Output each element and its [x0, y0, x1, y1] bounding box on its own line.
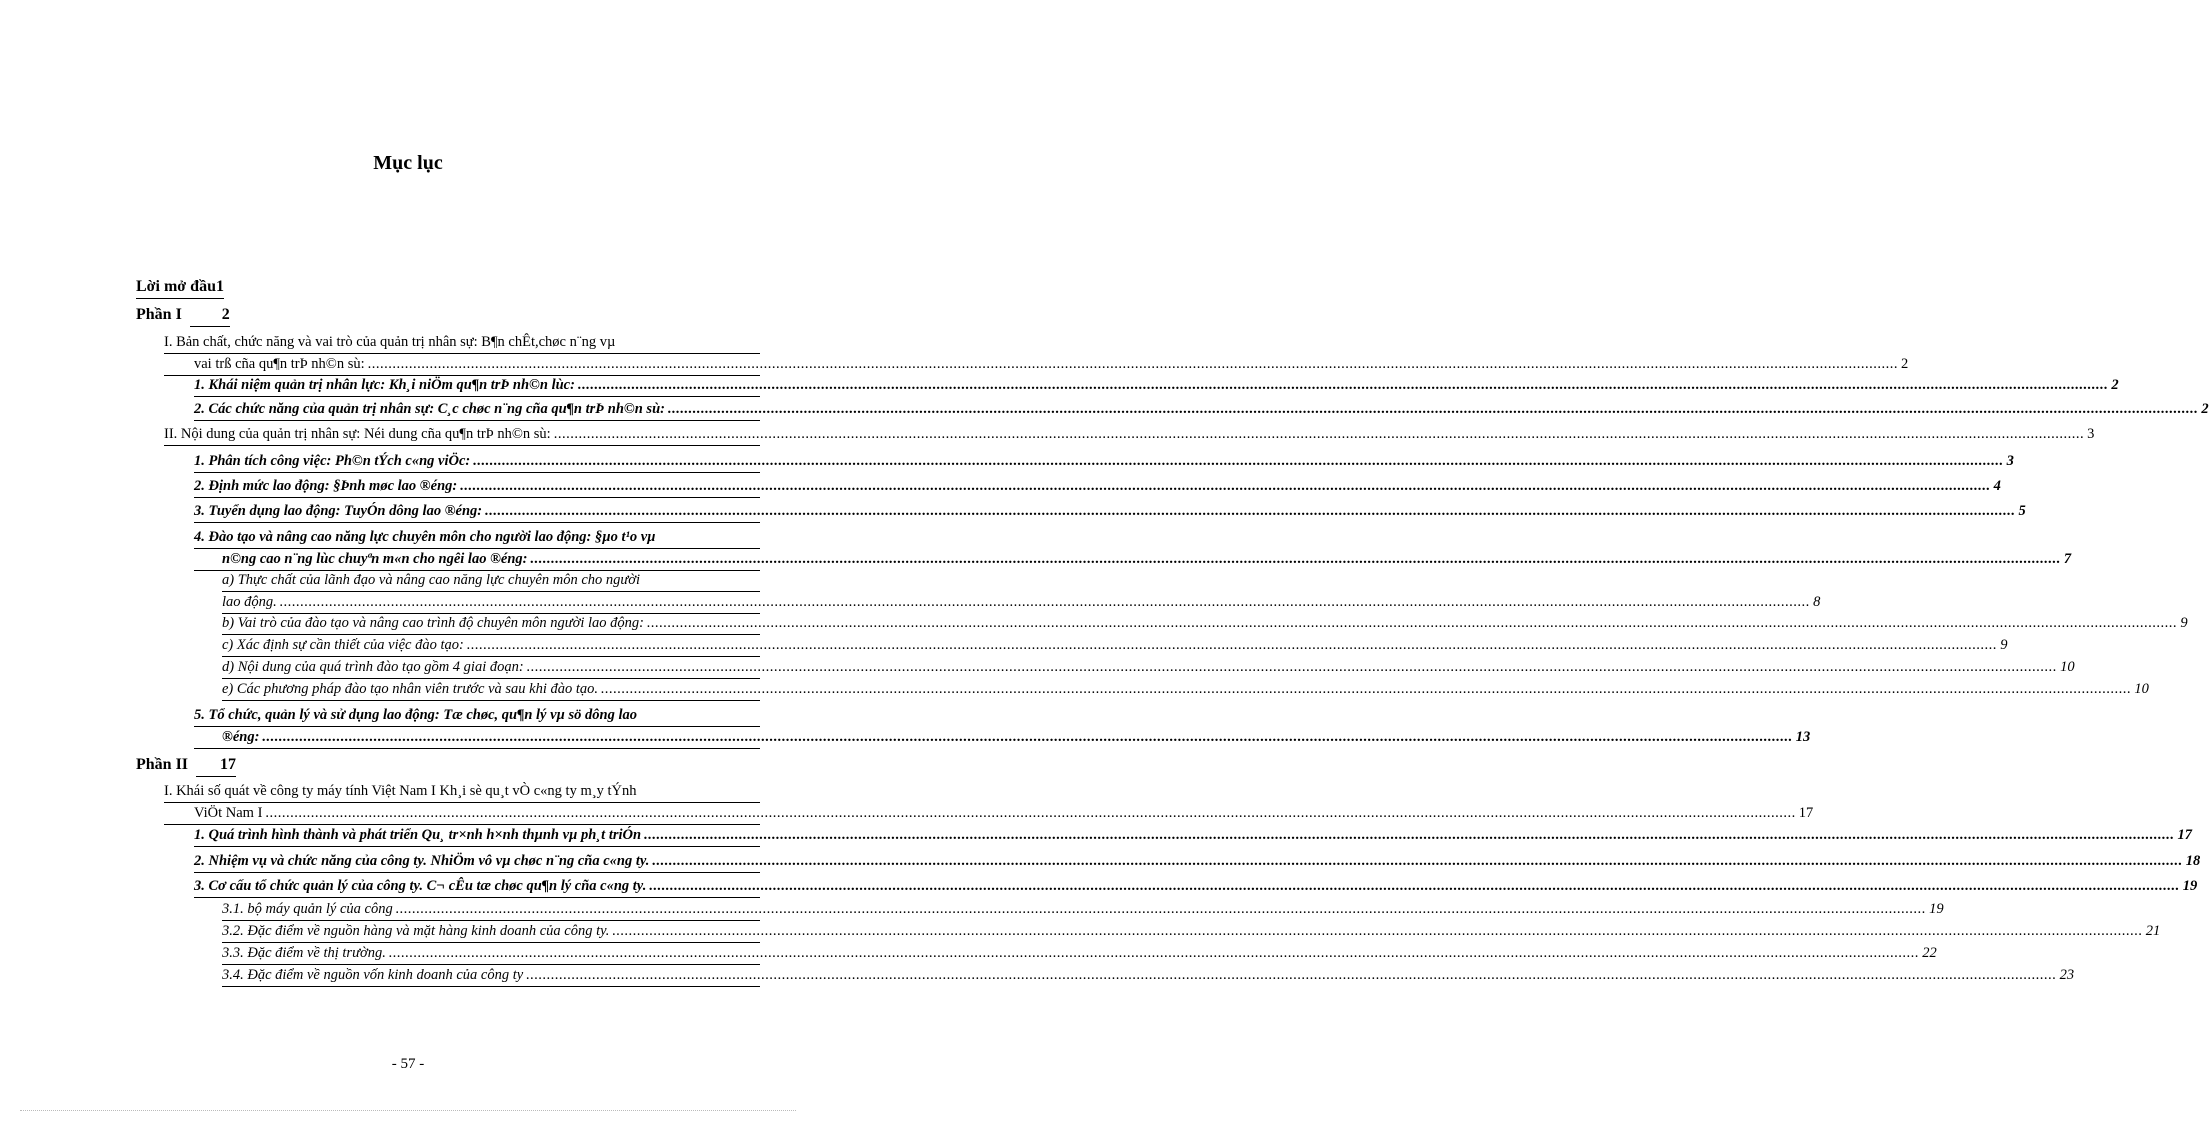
leader-dots [262, 727, 1792, 748]
toc-entry[interactable] [222, 570, 1821, 614]
toc-entry-text: 1. Phân tích công việc: Ph©n tÝch c«ng viÖc: [194, 453, 471, 469]
toc-page-number: 19 [1929, 901, 1944, 917]
leader-dots [526, 965, 2056, 986]
toc-entry[interactable] [222, 965, 2075, 987]
toc-page-number: 22 [1922, 945, 1937, 961]
toc-page-number: 10 [2060, 659, 2075, 675]
toc-entry-text: I. Khái số quát về công ty máy tính Việt Nam I Kh¸i sè qu¸t vÒ c«ng ty m¸y tÝnh [164, 783, 637, 799]
leader-dots [527, 657, 2057, 678]
toc-page-number: 3 [2006, 453, 2014, 469]
toc-entry-text: b) Vai trò của đào tạo và nâng cao trình độ chuyên môn người lao động: [222, 615, 645, 631]
toc-entry[interactable] [194, 451, 2014, 473]
toc-entry[interactable] [194, 527, 2072, 571]
leader-dots [644, 825, 2174, 846]
toc-page-number: 9 [2180, 615, 2188, 631]
toc-entry[interactable] [194, 825, 2192, 847]
toc-entry[interactable] [222, 679, 2149, 701]
part-label: Phần II [136, 756, 189, 773]
toc-page-number: 19 [2182, 878, 2198, 894]
toc-entry[interactable] [164, 781, 1814, 825]
toc-entry[interactable] [194, 705, 1811, 749]
toc-entry-text: 1. Quá trình hình thành và phát triển Qu¸ tr×nh h×nh thµnh vµ ph¸t triÓn [194, 827, 642, 843]
toc-part-2[interactable] [136, 754, 236, 777]
toc-page-number: 3 [2087, 426, 2095, 442]
toc-entry-text: 2. Các chức năng của quản trị nhân sự: C¸c chøc n¨ng cña qu¶n trÞ nh©n sù: [194, 401, 665, 417]
leader-dots [473, 451, 2003, 472]
toc-entry-text: n©ng cao n¨ng lùc chuyªn m«n cho ngêi lao ®éng: [222, 551, 528, 567]
toc-page-number: 2 [2111, 377, 2119, 393]
leader-dots [485, 501, 2015, 522]
leader-dots [460, 476, 1990, 497]
toc-page-number: 4 [1993, 478, 2001, 494]
toc-entry-text: 4. Đào tạo và nâng cao năng lực chuyên môn cho người lao động: §µo t¹o vµ [194, 529, 656, 545]
toc-entry-text: vai trß cña qu¶n trÞ nh©n sù: [194, 356, 365, 372]
toc-entry-text: d) Nội dung của quá trình đào tạo gồm 4 giai đoạn: [222, 659, 524, 675]
leader-dots [467, 635, 1997, 656]
toc-page-number: 7 [2063, 551, 2072, 567]
toc-entry-text: II. Nội dung của quản trị nhân sự: Néi dung cña qu¶n trÞ nh©n sù: [164, 426, 551, 442]
leader-dots [396, 899, 1926, 920]
toc-entry[interactable] [194, 851, 2201, 873]
toc-entry[interactable] [222, 613, 2188, 635]
toc-entry-text: 3.1. bộ máy quản lý của công [222, 901, 393, 917]
toc-page-number: 10 [2134, 681, 2149, 697]
toc-entry-text: 3.3. Đặc điểm về thị trường. [222, 945, 386, 961]
toc-page-number: 2 [2201, 401, 2209, 417]
toc-page-number: 17 [2177, 827, 2192, 843]
part-label: Phần I [136, 306, 182, 323]
toc-page-number: 5 [2018, 503, 2026, 519]
toc-entry[interactable] [164, 424, 2095, 446]
toc-entry[interactable] [194, 375, 2119, 397]
toc-entry-text: 5. Tổ chức, quản lý và sử dụng lao động: Tæ chøc, qu¶n lý vµ sö dông lao [194, 707, 638, 723]
toc-entry[interactable] [222, 635, 2008, 657]
toc-entry[interactable] [222, 943, 1937, 965]
part-page: 2 [190, 304, 230, 327]
toc-entry[interactable] [222, 921, 2161, 943]
leader-dots [647, 613, 2177, 634]
leader-dots [578, 375, 2108, 396]
toc-entry-text: 1. Khái niệm quản trị nhân lực: Kh¸i niÖm qu¶n trÞ nh©n lùc: [194, 377, 575, 393]
toc-entry-text: 2. Định mức lao động: §Þnh møc lao ®éng: [194, 478, 458, 494]
toc-page-number: 9 [2000, 637, 2008, 653]
toc-entry[interactable] [222, 899, 1944, 921]
toc-page-number: 8 [1813, 594, 1821, 610]
toc-entry[interactable] [194, 501, 2026, 523]
toc-page-number: 2 [1901, 356, 1909, 372]
toc-page-number: 18 [2185, 853, 2201, 869]
leader-dots [265, 803, 1795, 824]
toc-entry[interactable] [164, 332, 1909, 376]
leader-dots [389, 943, 1919, 964]
toc-entry-text: ViÖt Nam I [194, 805, 263, 821]
toc-entry-text: lao động. [222, 594, 277, 610]
toc-entry-text: 3.4. Đặc điểm về nguồn vốn kinh doanh của công ty [222, 967, 524, 983]
toc-entry-text: 3.2. Đặc điểm về nguồn hàng và mặt hàng kinh doanh của công ty. [222, 923, 610, 939]
leader-dots [612, 921, 2142, 942]
leader-dots [531, 549, 2061, 570]
toc-entry[interactable] [194, 476, 2001, 498]
toc-entry-text: ®éng: [222, 729, 260, 745]
toc-entry-text: 3. Tuyển dụng lao động: TuyÓn dông lao ®éng: [194, 503, 483, 519]
toc-page-number: 21 [2145, 923, 2161, 939]
toc-page-number: 23 [2059, 967, 2075, 983]
leader-dots [649, 876, 2179, 897]
toc-entry[interactable] [222, 657, 2075, 679]
page-bottom-divider [20, 1110, 796, 1111]
leader-dots [368, 354, 1898, 375]
toc-page-number: 17 [1798, 805, 1814, 821]
leader-dots [668, 399, 2198, 420]
toc-entry-text: e) Các phương pháp đào tạo nhân viên trước và sau khi đào tạo. [222, 681, 599, 697]
toc-entry-text: a) Thực chất của lãnh đạo và nâng cao năng lực chuyên môn cho người [222, 572, 641, 588]
leader-dots [652, 851, 2182, 872]
toc-entry-text: I. Bản chất, chức năng và vai trò của quản trị nhân sự: B¶n chÊt,chøc n¨ng vµ [164, 334, 616, 350]
toc-entry-text: c) Xác định sự cần thiết của việc đào tạo: [222, 637, 464, 653]
toc-page-number: 13 [1795, 729, 1811, 745]
toc-entry-text: 3. Cơ cấu tổ chức quản lý của công ty. C¬ cÊu tæ chøc qu¶n lý cña c«ng ty. [194, 878, 647, 894]
leader-dots [554, 424, 2084, 445]
toc-part-1[interactable] [136, 304, 230, 327]
toc-entry-text: 2. Nhiệm vụ và chức năng của công ty. NhiÖm vô vµ chøc n¨ng cña c«ng ty. [194, 853, 650, 869]
toc-preface[interactable]: Lời mở đầu1 [136, 276, 224, 299]
toc-entry[interactable] [194, 399, 2209, 421]
page-title: Mục lục [373, 152, 443, 174]
leader-dots [280, 592, 1810, 613]
part-page: 17 [196, 754, 236, 777]
page-number-footer: - 57 - [391, 1056, 425, 1072]
leader-dots [601, 679, 2131, 700]
toc-entry[interactable] [194, 876, 2198, 898]
